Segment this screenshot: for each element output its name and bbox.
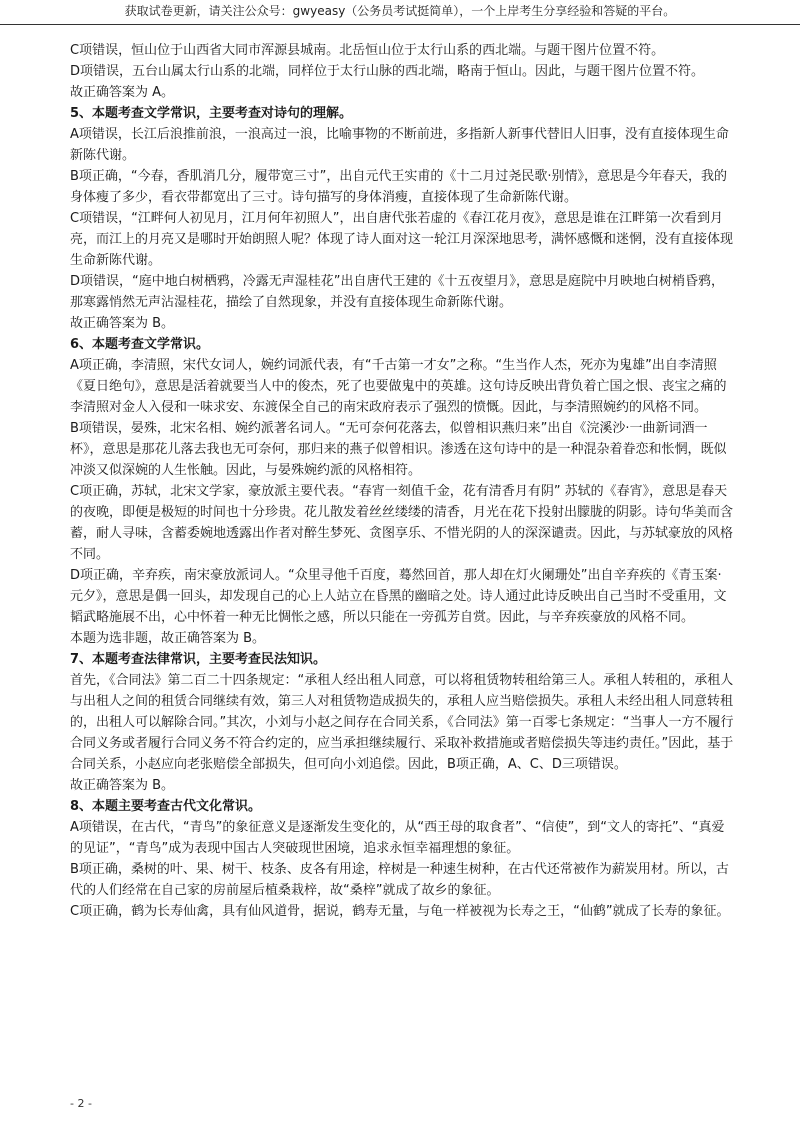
page-number: - 2 -	[70, 1097, 92, 1110]
paragraph: D项正确，辛弃疾，南宋豪放派词人。“众里寻他千百度，蓦然回首，那人却在灯火阑珊处”出自辛弃疾的《青玉案·元夕》，意思是偶一回头，却发现自己的心上人站立在昏黑的幽暗之处。诗人通过此诗反映出自己当时不受重用，文韬武略施展不出，心中怀着一种无比惆怅之感，所以只能在一旁孤芳自赏。因此，与辛弃疾豪放的风格不同。	[70, 568, 727, 625]
paragraph: 首先，《合同法》第二百二十四条规定：“承租人经出租人同意，可以将租赁物转租给第三人。承租人转租的，承租人与出租人之间的租赁合同继续有效，第三人对租赁物造成损失的，承租人应当赔偿损失。承租人未经出租人同意转租的，出租人可以解除合同。”其次，小刘与小赵之间存在合同关系，《合同法》第一百零七条规定：“当事人一方不履行合同义务或者履行合同义务不符合约定的，应当承担继续履行、采取补救措施或者赔偿损失等违约责任。”因此，基于合同关系，小赵应向老张赔偿全部损失，但可向小刘追偿。因此，B项正确，A、C、D三项错误。	[70, 673, 734, 772]
paragraph: A项正确，李清照，宋代女词人，婉约词派代表，有“千古第一才女”之称。“生当作人杰，死亦为鬼雄”出自李清照《夏日绝句》，意思是活着就要当人中的俊杰，死了也要做鬼中的英雄。这句诗反映出背负着亡国之恨、丧宝之痛的李清照对金人入侵和一味求安、东渡保全自己的南宋政府表示了强烈的愤慨。因此，与李清照婉约的风格不同。	[70, 358, 727, 415]
page-footer	[70, 1097, 92, 1110]
paragraph: C项错误，“江畔何人初见月，江月何年初照人”，出自唐代张若虚的《春江花月夜》，意思是谁在江畔第一次看到月亮，而江上的月亮又是哪时开始朗照人呢？体现了诗人面对这一轮江月深深地思考，满怀感慨和迷惘，没有直接体现生命新陈代谢。	[70, 211, 734, 268]
paragraph: B项正确，“今春，香肌消几分，履带宽三寸”，出自元代王实甫的《十二月过尧民歌·别情》，意思是今年春天，我的身体瘦了多少，看衣带都宽出了三寸。诗句描写的身体消瘦，直接体现了生命新陈代谢。	[70, 169, 728, 205]
paragraph: C项错误，恒山位于山西省大同市浑源县城南。北岳恒山位于太行山系的西北端。与题干图片位置不符。	[70, 43, 665, 58]
header-notice: 获取试卷更新，请关注公众号：gwyeasy（公务员考试挺简单），一个上岸考生分享经验和答疑的平台。	[124, 4, 676, 18]
question-heading: 5、本题考查文学常识，主要考查对诗句的理解。	[70, 106, 353, 121]
question-heading: 8、本题主要考查古代文化常识。	[70, 799, 262, 814]
document-body	[70, 40, 734, 922]
answer-line: 本题为选非题，故正确答案为 B。	[70, 631, 266, 646]
answer-line: 故正确答案为 B。	[70, 316, 175, 331]
paragraph: D项错误，五台山属太行山系的北端，同样位于太行山脉的西北端，略南于恒山。因此，与题干图片位置不符。	[70, 64, 705, 79]
page-header	[0, 0, 800, 25]
paragraph: C项正确，鹤为长寿仙禽，具有仙风道骨，据说，鹤寿无量，与龟一样被视为长寿之王，“仙鹤”就成了长寿的象征。	[70, 904, 730, 919]
question-heading: 7、本题考查法律常识，主要考查民法知识。	[70, 652, 327, 667]
answer-line: 故正确答案为 A。	[70, 85, 175, 100]
paragraph: A项错误，在古代，“青鸟”的象征意义是逐渐发生变化的，从“西王母的取食者”、“信使”，到“文人的寄托”、“真爱的见证”，“青鸟”成为表现中国古人突破现世困境，追求永恒幸福理想的象征。	[70, 820, 725, 856]
paragraph: D项错误，“庭中地白树栖鸦，冷露无声湿桂花”出自唐代王建的《十五夜望月》，意思是庭院中月映地白树梢昏鸦，那寒露悄然无声沾湿桂花，描绘了自然现象，并没有直接体现生命新陈代谢。	[70, 274, 724, 310]
question-heading: 6、本题考查文学常识。	[70, 337, 210, 352]
answer-line: 故正确答案为 B。	[70, 778, 175, 793]
paragraph: B项正确，桑树的叶、果、树干、枝条、皮各有用途，梓树是一种速生树种，在古代还常被作为薪炭用材。所以，古代的人们经常在自己家的房前屋后植桑栽梓，故“桑梓”就成了故乡的象征。	[70, 862, 729, 898]
paragraph: B项错误，晏殊，北宋名相、婉约派著名词人。“无可奈何花落去，似曾相识燕归来”出自《浣溪沙·一曲新词酒一杯》，意思是那花儿落去我也无可奈何，那归来的燕子似曾相识。渗透在这句诗中的是一种混杂着眷恋和怅惘，既似冲淡又似深婉的人生怅触。因此，与晏殊婉约派的风格相符。	[70, 421, 727, 478]
paragraph: A项错误，长江后浪推前浪，一浪高过一浪，比喻事物的不断前进，多指新人新事代替旧人旧事，没有直接体现生命新陈代谢。	[70, 127, 729, 163]
paragraph: C项正确，苏轼，北宋文学家，豪放派主要代表。“春宵一刻值千金，花有清香月有阴” 苏轼的《春宵》，意思是春天的夜晚，即便是极短的时间也十分珍贵。花儿散发着丝丝缕缕的清香，月光在花下投射出朦胧的阴影。诗句华美而含蓄，耐人寻味，含蓄委婉地透露出作者对醉生梦死、贪图享乐、不惜光阴的人的深深谴责。因此，与苏轼豪放的风格不同。	[70, 484, 734, 562]
